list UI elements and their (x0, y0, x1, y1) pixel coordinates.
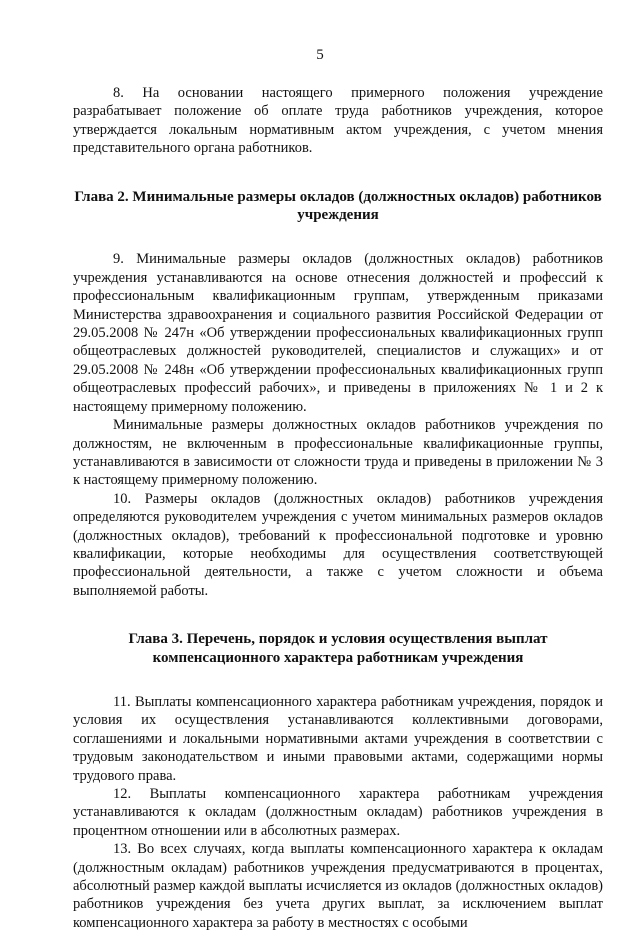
paragraph-8: 8. На основании настоящего примерного положения учреждение разрабатывает положение об оплате труда работников учреждения, которое утверждается локальным нормативным актом учреждения, с учетом мнения представительного органа работников. (73, 85, 603, 157)
page-number: 5 (316, 47, 324, 63)
paragraph-12: 12. Выплаты компенсационного характера работникам учреждения устанавливаются к окладам (должностным окладам) работников учреждения в процентном отношении или в абсолютных размерах. (73, 786, 603, 839)
paragraph-10: 10. Размеры окладов (должностных окладов) работников учреждения определяются руководителем учреждения с учетом минимальных размеров окладов (должностных окладов), требований к профессиональной подготовке и уровню квалификации, которые необходимы для осуществления соответствующей профессиональной деятельности, а также с учетом сложности и объема выполняемой работы. (73, 490, 603, 599)
paragraph-13: 13. Во всех случаях, когда выплаты компенсационного характера к окладам (должностным окладам) работников учреждения предусматриваются в процентах, абсолютный размер каждой выплаты исчисляется из окладов (должностных окладов) работников учреждения без учета других выплат, за исключением выплат компенсационного характера за работу в местностях с особыми (73, 841, 603, 931)
chapter-2-heading: Глава 2. Минимальные размеры окладов (должностных окладов) работников учреждения (74, 188, 602, 224)
paragraph-9-continued: Минимальные размеры должностных окладов работников учреждения по должностям, не включенным в профессиональные квалификационные группы, устанавливаются в зависимости от сложности труда и приведены в приложении № 3 к настоящему примерному положению. (73, 417, 603, 489)
document-body (73, 84, 603, 932)
chapter-3-heading: Глава 3. Перечень, порядок и условия осуществления выплат компенсационного характера работникам учреждения (128, 631, 548, 666)
paragraph-9: 9. Минимальные размеры окладов (должностных окладов) работников учреждения устанавливаются на основе отнесения должностей и профессий к профессиональным квалификационным группам, утвержденным приказами Министерства здравоохранения и социального развития Российской Федерации от 29.05.2008 № 247н «Об утверждении профессиональных квалификационных групп общеотраслевых должностей руководителей, специалистов и служащих» и от 29.05.2008 № 248н «Об утверждении профессиональных квалификационных групп общеотраслевых профессий рабочих», и приведены в приложениях № 1 и 2 к настоящему примерному положению. (73, 251, 603, 415)
paragraph-11: 11. Выплаты компенсационного характера работникам учреждения, порядок и условия их осуществления устанавливаются коллективными договорами, соглашениями и локальными нормативными актами учреждения в соответствии с трудовым законодательством и иными правовыми актами, содержащими нормы трудового права. (73, 693, 603, 784)
